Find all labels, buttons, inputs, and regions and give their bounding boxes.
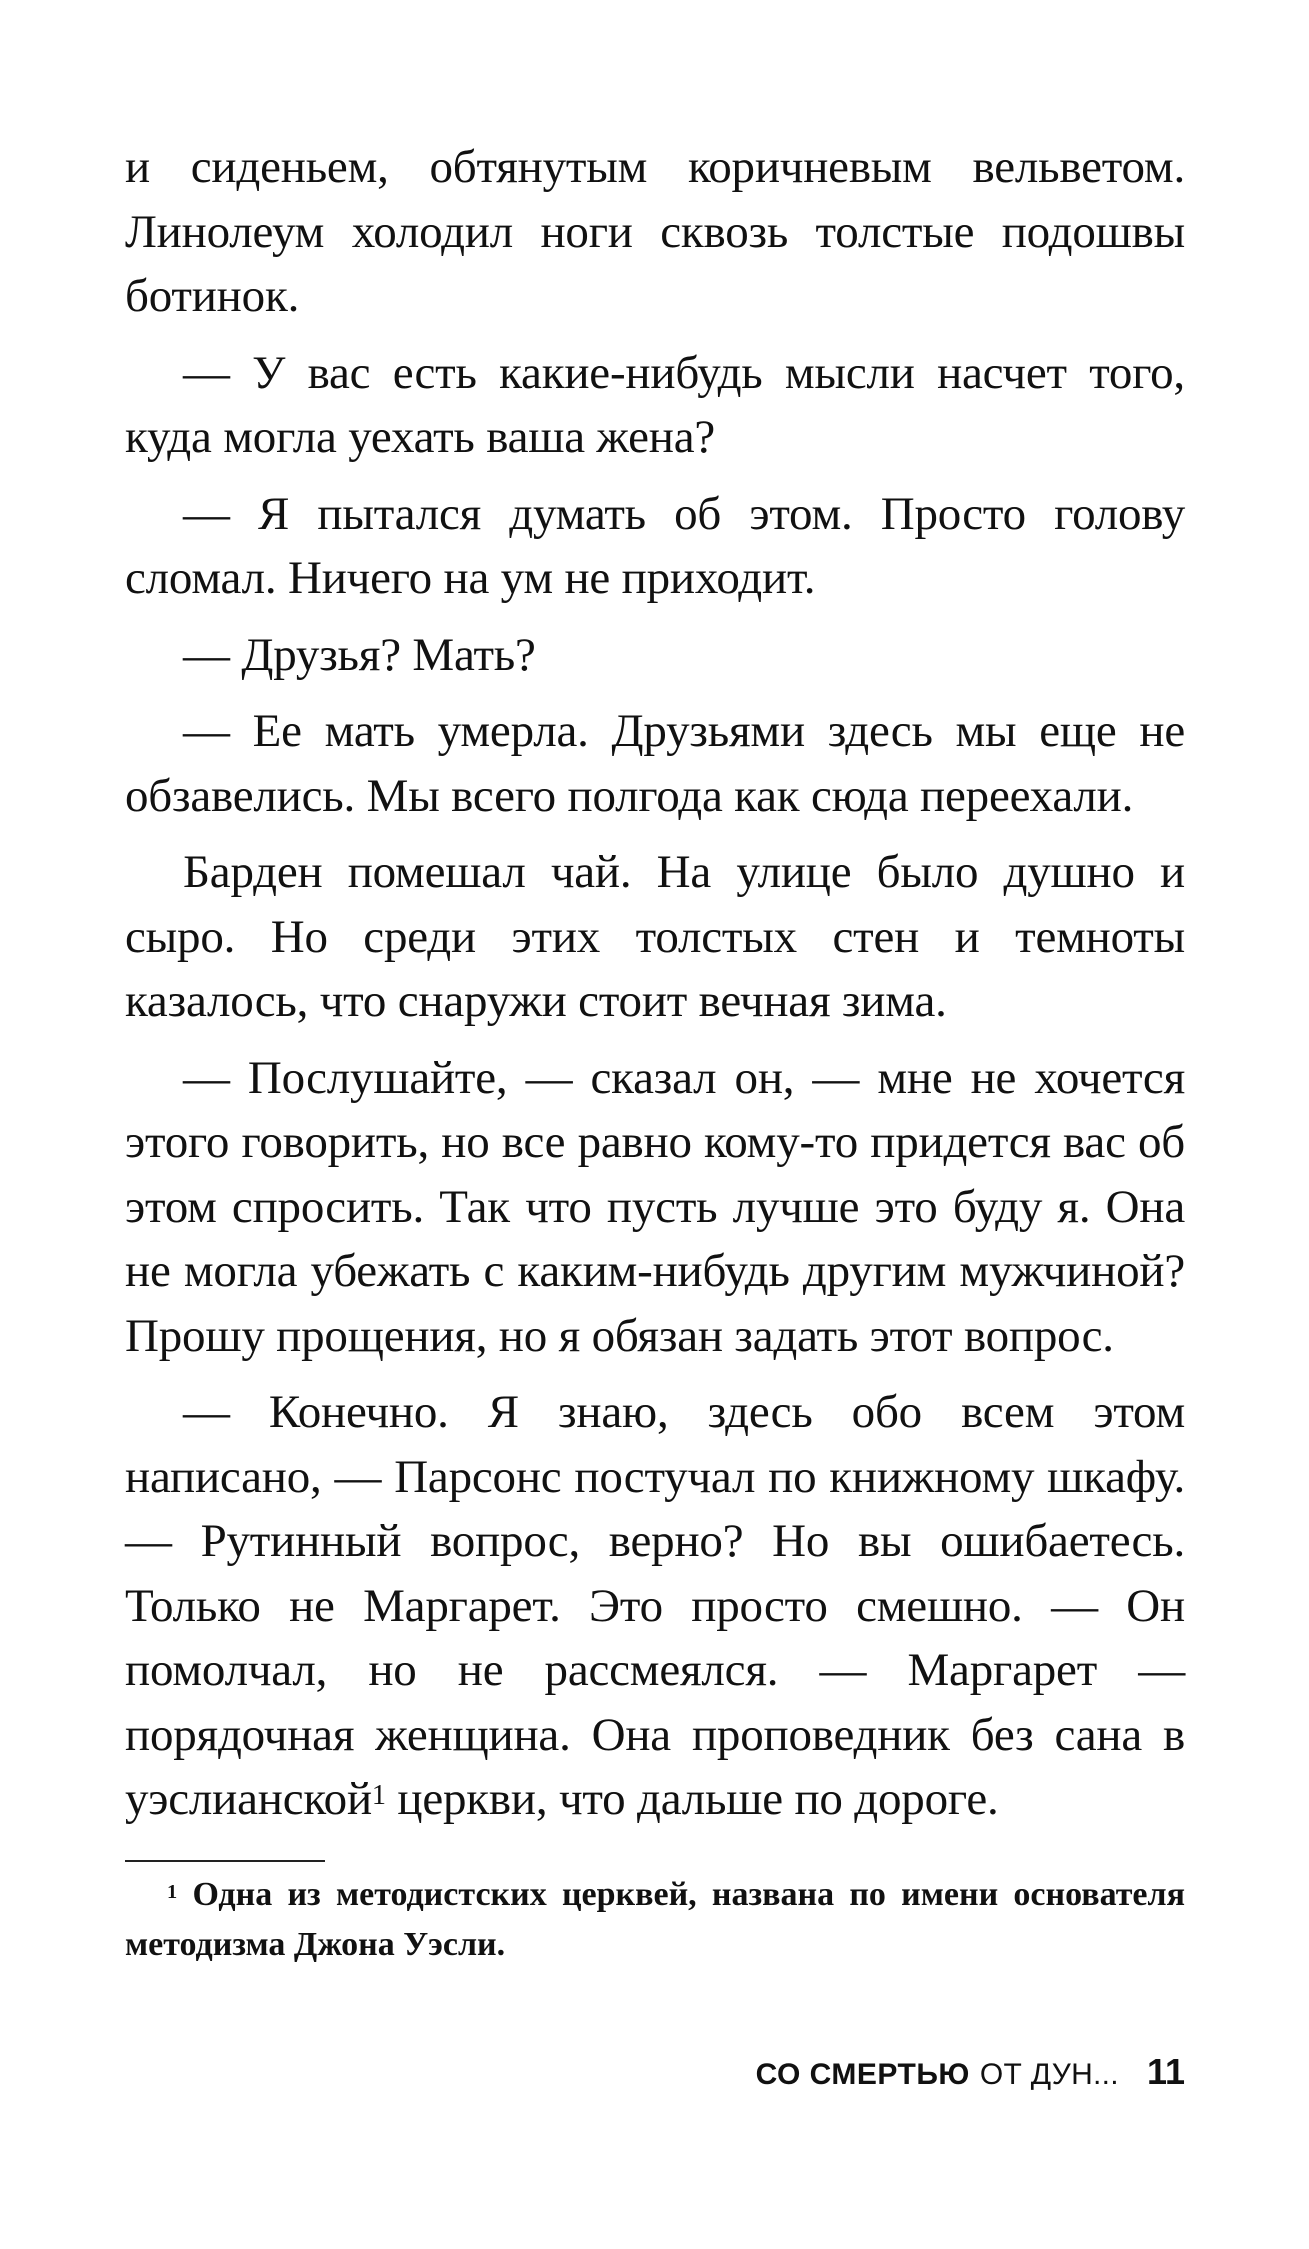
paragraph-2: — У вас есть какие-нибудь мысли насчет того, куда могла уехать ваша жена? xyxy=(125,346,1185,463)
footnote-line xyxy=(125,1870,1185,1970)
page-number: 11 xyxy=(1146,2051,1185,2092)
footnote-reference: 1 xyxy=(371,1780,386,1812)
paragraph-7: — Послушайте, — сказал он, — мне не хочется этого говорить, но все равно кому-то придется вас об этом спросить. Так что пусть лучше это буду я. Она не могла убежать с каким-нибудь другим мужчиной? Прошу прощения, но я обязан задать этот вопрос. xyxy=(125,1051,1185,1362)
paragraph-8-tail: церкви, что дальше по дороге. xyxy=(385,1773,999,1825)
footnote xyxy=(125,1870,1185,1970)
footnote-divider xyxy=(125,1860,325,1862)
running-title-rest: ОТ ДУН... xyxy=(979,2058,1119,2091)
running-footer xyxy=(756,2052,1185,2095)
paragraph-8 xyxy=(125,1380,1185,1832)
paragraph-8-text: — Конечно. Я знаю, здесь обо всем этом написано, — Парсонс постучал по книжному шкафу. — Рутинный вопрос, верно? Но вы ошибаетесь. Только не Маргарет. Это просто смешно. — Он помолчал, но не рассмеялся. — Маргарет — порядочная женщина. Она проповедник без сана в уэслианской xyxy=(125,1386,1185,1825)
paragraph-5: — Ее мать умерла. Друзьями здесь мы еще не обзавелись. Мы всего полгода как сюда переехали. xyxy=(125,705,1185,822)
paragraph-6: Барден помешал чай. На улице было душно и сыро. Но среди этих толстых стен и темноты казалось, что снаружи стоит вечная зима. xyxy=(125,846,1185,1027)
paragraph-3: — Я пытался думать об этом. Просто голову сломал. Ничего на ум не приходит. xyxy=(125,487,1185,604)
paragraph-4: — Друзья? Мать? xyxy=(183,628,536,681)
paragraph-1: и сиденьем, обтянутым коричневым вельветом. Линолеум холодил ноги сквозь толстые подошвы ботинок. xyxy=(125,141,1185,322)
page-body xyxy=(125,135,1185,1844)
running-title-bold: СО СМЕРТЬЮ xyxy=(755,2058,970,2091)
footnote-marker: 1 xyxy=(167,1880,178,1903)
footnote-text: Одна из методистских церквей, названа по имени основателя методизма Джона Уэсли. xyxy=(125,1876,1185,1963)
